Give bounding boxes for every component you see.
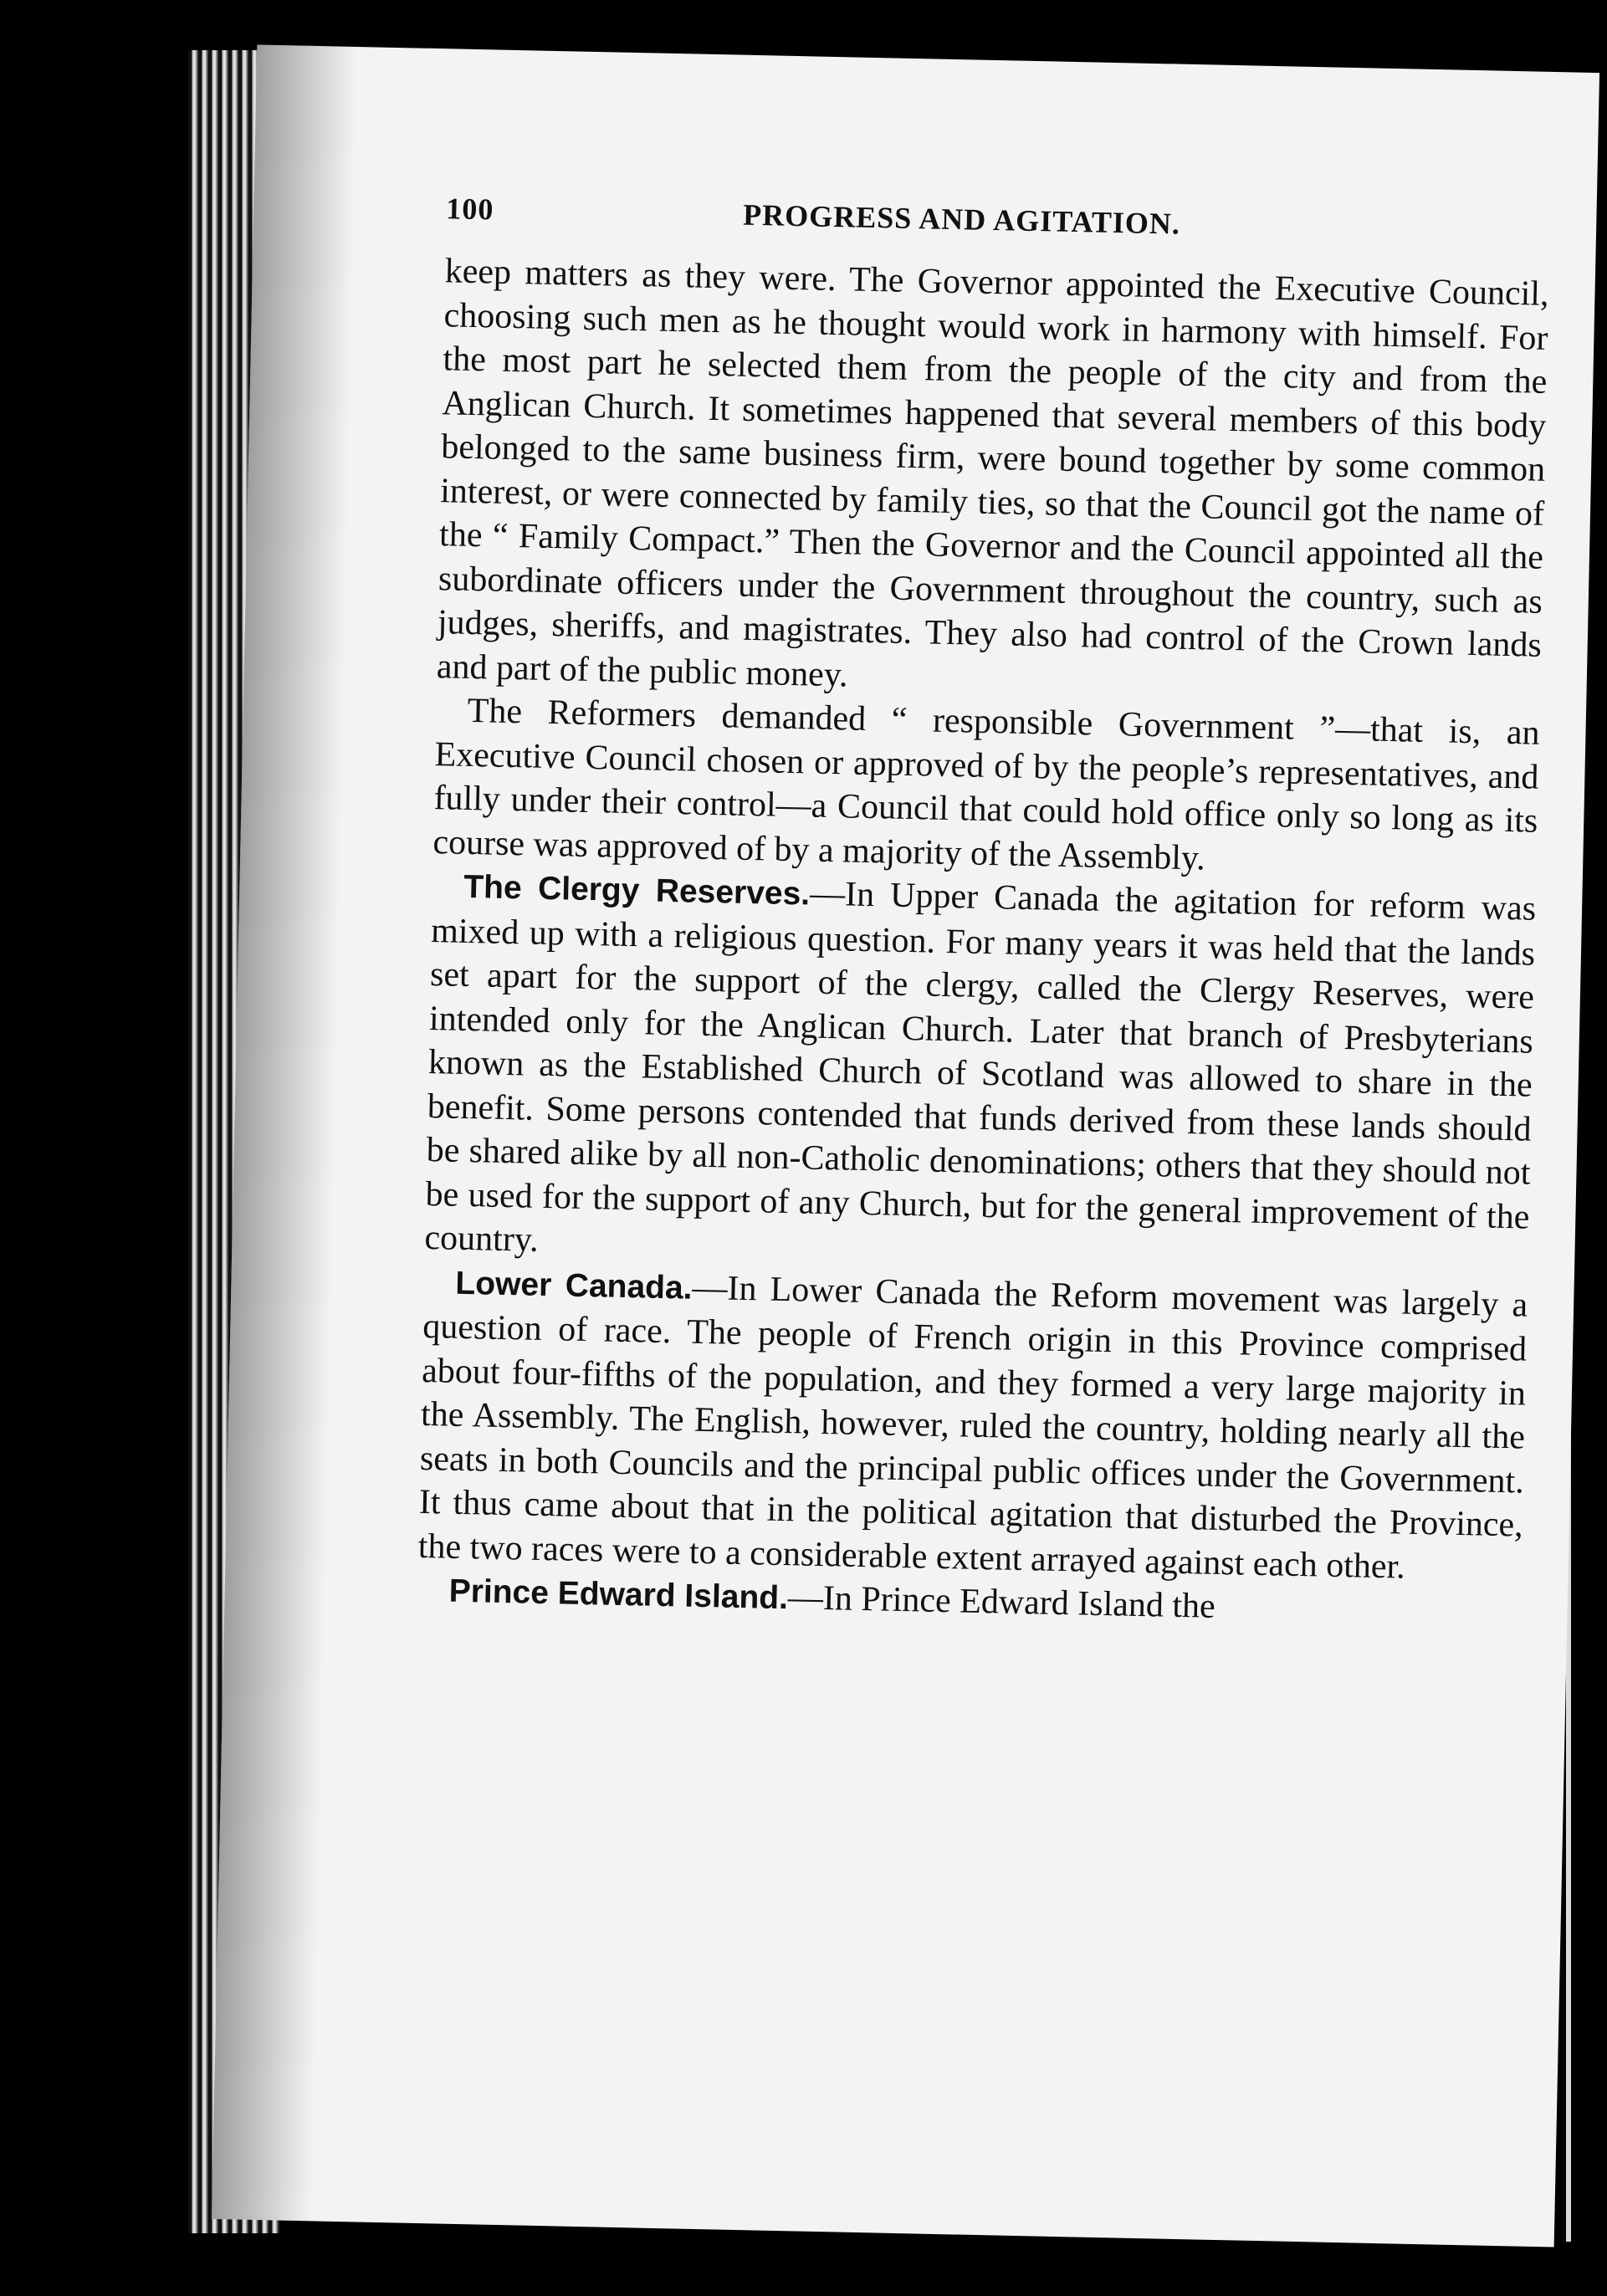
section-heading: Lower Canada. (455, 1265, 693, 1307)
paragraph (432, 688, 1540, 887)
page-content (417, 191, 1550, 1636)
paragraph (424, 864, 1537, 1283)
page-number: 100 (445, 192, 494, 227)
section-heading: Prince Edward Island. (448, 1572, 789, 1617)
running-head: PROGRESS AND AGITATION. (742, 197, 1181, 241)
book-page (212, 44, 1599, 2247)
paragraph (436, 249, 1549, 712)
paragraph (417, 1260, 1528, 1591)
paragraph-text: —In Lower Canada the Reform movement was largely a question of race. The people of French origin in this Province comprised about four-fifths of the population, and they formed a very large majority in the Assembly. The English, however, ruled the country, holding nearly all the seats in both Councils and the principal public offices under the Government. It thus came about that in the political agitation that disturbed the Province, the two races were to a considerable extent arrayed against each other. (417, 1268, 1528, 1587)
paragraph-text: —In Upper Canada the agitation for reform was mixed up with a religious question. For many years it was held that the lands set apart for the support of the clergy, called the Clergy Reserves, were intended only for the Anglican Church. Later that branch of Presbyterians known as the Established Church of Scotland was allowed to share in the benefit. Some persons contended that funds derived from these lands should be shared alike by all non-Catholic denominations; others that they should not be used for the support of any Church, but for the general improvement of the country. (424, 874, 1537, 1260)
paragraph-text: The Reformers demanded “ responsible Government ”—that is, an Executive Council chosen or approved of by the people’s representatives, and fully under their control—a Council that could hold office only so long as its course was approved of by a majority of the Assembly. (432, 691, 1540, 877)
paragraph-text: keep matters as they were. The Governor appointed the Executive Council, choosing such men as he thought would work in harmony with himself. For the most part he selected them from the people of the city and from the Anglican Church. It sometimes happened that several members of this body belonged to the same business firm, were bound together by some common interest, or were connected by family ties, so that the Council got the name of the “ Family Compact.” Then the Governor and the Council appointed all the subordinate officers under the Government throughout the country, such as judges, sheriffs, and magistrates. They also had control of the Crown lands and part of the public money. (436, 252, 1549, 694)
paragraph-text: —In Prince Edward Island the (787, 1578, 1216, 1626)
section-heading: The Clergy Reserves. (463, 868, 811, 913)
